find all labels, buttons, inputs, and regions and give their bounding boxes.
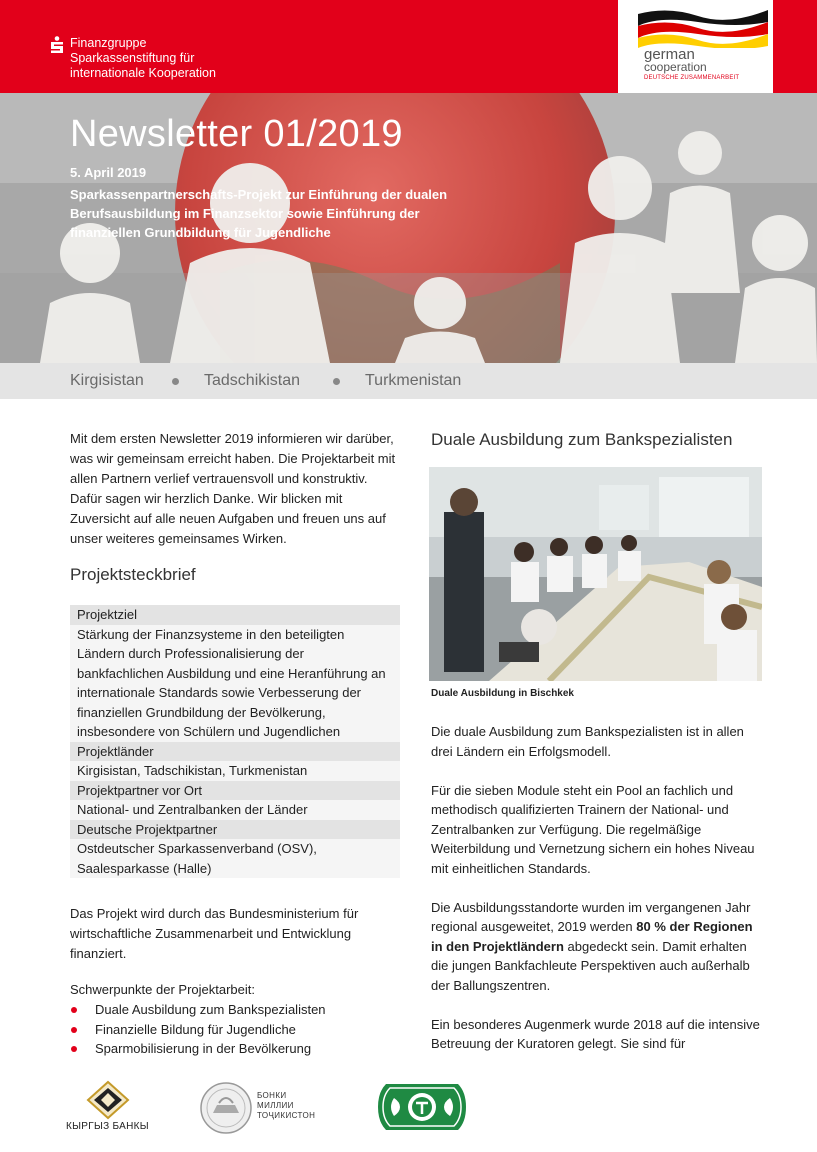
list-item [70,1039,400,1059]
funding-paragraph: Das Projekt wird durch das Bundesministerium für wirtschaftliche Zusammenarbeit und Entwicklung finanziert. [70,906,359,961]
separator-dot-icon [172,378,179,385]
photo-caption: Duale Ausbildung in Bischkek [431,688,574,699]
countries-bar [0,363,817,399]
bold-highlight: 80 % der Regionen in den Projektländern [431,919,753,954]
bullet-icon [71,1027,77,1033]
article-paragraph: Ein besonderes Augenmerk wurde 2018 auf die intensive Betreuung der Kuratoren gelegt. Sie sind für [431,1016,760,1051]
article-paragraph: Für die sieben Module steht ein Pool an fachlich und methodisch qualifizierten Trainern der National- und Zentralbanken zur Verfügung. Die regelmäßige Weiterbildung und Vernetzung sichern ein hohes Niveau mit einheitlichen Standards. [431,782,755,876]
text-span: abgedeckt sein. Damit erhalten die jungen Bankfachleute Perspektiven auch außerhalb der Ballungszentren. [431,938,750,993]
brief-label: Projektpartner vor Ort [70,781,400,801]
gc-line-1: german [644,46,695,63]
newsletter-subtitle: Sparkassenpartnerschafts-Projekt zur Einführung der dualen Berufsausbildung im Finanzsektor sowie Einführung der finanziellen Grundbildung für Jugendliche [70,187,448,240]
tajik-bank-name [257,1091,315,1121]
sparkasse-s-icon [50,36,64,54]
kyrgyz-bank-name: КЫРГЫЗ БАНКЫ [66,1121,149,1132]
tajik-national-bank-emblem-icon [199,1081,253,1135]
list-item [70,1020,400,1040]
org-line-3: internationale Kooperation [70,66,216,80]
article-paragraph [431,898,766,996]
focus-list [70,1000,400,1059]
gc-line-2: cooperation [644,60,707,74]
intro-paragraph: Mit dem ersten Newsletter 2019 informieren wir darüber, was wir gemeinsam erreicht haben. Die Projektarbeit mit allen Partnern verlief vertrauensvoll und konstruktiv. Dafür sagen wir herzlich Danke. Wir blicken mit Zuversicht auf alle neuen Aufgaben und freuen uns auf unser weiteres gemeinsames Wirken. [70,431,396,546]
project-brief-table [70,605,400,878]
article-paragraph: Die duale Ausbildung zum Bankspezialisten ist in allen drei Ländern ein Erfolgsmodell. [431,724,744,759]
header-bar [0,0,817,93]
brief-label: Projektziel [70,605,400,625]
bullet-icon [71,1046,77,1052]
brief-value: Ostdeutscher Sparkassenverband (OSV), Saalesparkasse (Halle) [70,839,400,878]
brief-label: Projektländer [70,742,400,762]
brief-value: National- und Zentralbanken der Länder [70,800,400,820]
country-turkmenistan: Turkmenistan [365,372,462,389]
focus-item-text: Sparmobilisierung in der Bevölkerung [95,1041,312,1056]
org-line-2: Sparkassenstiftung für [70,51,195,65]
kyrgyz-bank-logo-icon [86,1080,130,1120]
section-heading: Duale Ausbildung zum Bankspezialisten [431,430,733,449]
bullet-icon [71,1007,77,1013]
country-kirgisistan: Kirgisistan [70,372,144,389]
article-body [431,722,766,1073]
tajik-bank-line: МИЛЛИИ [257,1101,294,1110]
hero-banner [0,93,817,363]
focus-item-text: Finanzielle Bildung für Jugendliche [95,1021,296,1037]
classroom-photo [429,467,762,681]
country-tadschikistan: Tadschikistan [204,372,301,389]
brief-value: Kirgisistan, Tadschikistan, Turkmenistan [70,761,400,781]
turkmen-bank-logo-icon [376,1082,468,1132]
gc-sub: DEUTSCHE ZUSAMMENARBEIT [644,75,740,81]
separator-dot-icon [333,378,340,385]
focus-heading: Schwerpunkte der Projektarbeit: [70,982,255,997]
tajik-bank-line: ТОҶИКИСТОН [257,1111,316,1120]
brief-value: Stärkung der Finanzsysteme in den beteiligten Ländern durch Professionalisierung der bankfachlichen Ausbildung und eine Heranführung an internationale Standards sowie Verbesserung der finanziellen Grundbildung der Bevölkerung, insbesondere von Schülern und Jugendlichen [70,625,400,742]
brief-label: Deutsche Projektpartner [70,820,400,840]
newsletter-date: 5. April 2019 [70,165,147,180]
org-line-1: Finanzgruppe [70,36,147,50]
text-span: Die Ausbildungsstandorte wurden im vergangenen Jahr regional ausgeweitet, 2019 werden [431,899,751,934]
brief-heading: Projektsteckbrief [70,565,196,584]
focus-item-text: Duale Ausbildung zum Bankspezialisten [95,1002,326,1017]
tajik-bank-line: БОНКИ [257,1091,287,1100]
sparkassenstiftung-logo [50,36,216,81]
newsletter-title: Newsletter 01/2019 [70,113,403,155]
german-cooperation-logo [618,0,773,93]
german-flag-icon [638,8,768,48]
list-item [70,1000,400,1020]
